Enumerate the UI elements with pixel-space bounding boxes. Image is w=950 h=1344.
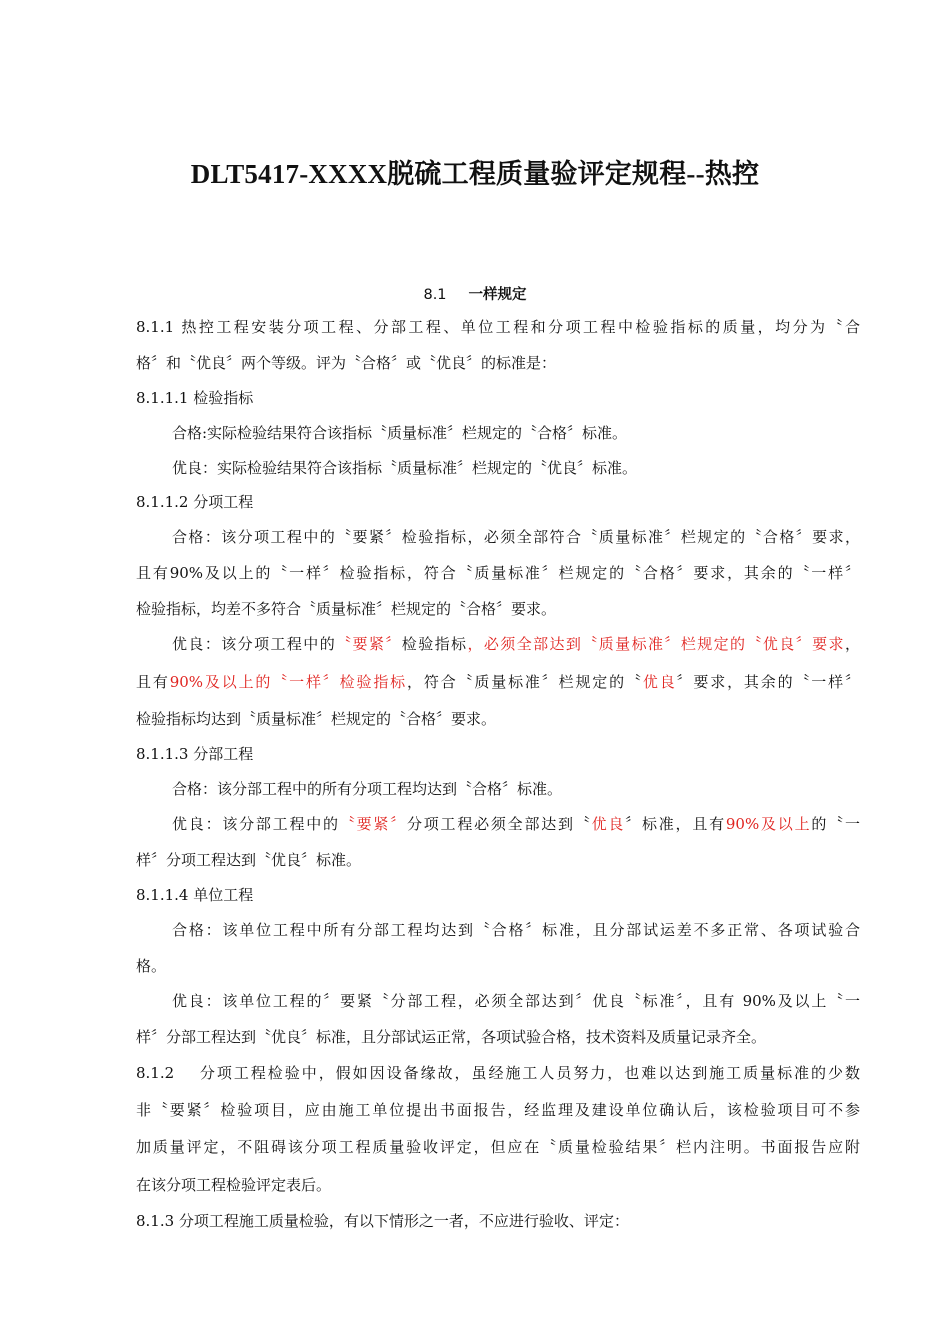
- clause-8-1-1-2-excellent-line-3: 检验指标均达到〝质量标准〞栏规定的〝合格〞要求。: [136, 710, 497, 728]
- text-run: 〞标准，且有: [625, 815, 726, 833]
- clause-8-1-1-4-heading: 8.1.1.4 单位工程: [136, 886, 254, 904]
- text-run: 分项工程必须全部达到〝: [406, 815, 592, 833]
- text-run: 优良：该分项工程中的: [172, 635, 337, 653]
- highlight-text: ，必须全部达到〝质量标准〞栏规定的〝优良〞要求: [467, 635, 845, 653]
- clause-8-1-1-1-heading: 8.1.1.1 检验指标: [136, 389, 254, 407]
- clause-8-1-1-2-qualified-line-2: 且有90%及以上的〝一样〞检验指标，符合〝质量标准〞栏规定的〝合格〞要求，其余的〝一样〞: [136, 564, 860, 582]
- clause-8-1-1-1-qualified: 合格:实际检验结果符合该指标〝质量标准〞栏规定的〝合格〞标准。: [172, 424, 628, 442]
- text-run: 〞要求，其余的〝一样〞: [676, 673, 860, 691]
- highlight-text: 优良: [642, 673, 677, 691]
- clause-8-1-1-2-qualified-line-3: 检验指标，均差不多符合〝质量标准〞栏规定的〝合格〞要求。: [136, 600, 557, 618]
- clause-8-1-1-line-1: 8.1.1 热控工程安装分项工程、分部工程、单位工程和分项工程中检验指标的质量，均分为〝合: [136, 318, 860, 336]
- text-run: 优良：该分部工程中的: [172, 815, 340, 833]
- clause-8-1-1-3-heading: 8.1.1.3 分部工程: [136, 745, 254, 763]
- section-number: 8.1: [423, 287, 447, 303]
- clause-8-1-2-line-2: 非〝要紧〞检验项目，应由施工单位提出书面报告，经监理及建设单位确认后，该检验项目可不参: [136, 1101, 860, 1119]
- clause-8-1-1-2-heading: 8.1.1.2 分项工程: [136, 493, 254, 511]
- clause-8-1-1-4-excellent-line-2: 样〞分部工程达到〝优良〞标准，且分部试运正常，各项试验合格，技术资料及质量记录齐全。: [136, 1028, 767, 1046]
- section-heading: [0, 283, 950, 304]
- highlight-text: 90%及以上的〝一样〞检验指标: [169, 673, 408, 691]
- highlight-text: 〝要紧〞: [336, 635, 402, 653]
- highlight-text: 优良: [591, 815, 626, 833]
- clause-8-1-1-1-excellent: 优良：实际检验结果符合该指标〝质量标准〞栏规定的〝优良〞标准。: [172, 459, 638, 477]
- clause-8-1-1-2-excellent-line-1: [172, 634, 860, 654]
- clause-8-1-1-2-excellent-line-2: [136, 672, 860, 692]
- text-run: 的〝一: [811, 815, 860, 833]
- text-run: 且有: [136, 673, 170, 691]
- text-run: ，: [844, 635, 860, 653]
- clause-8-1-1-4-qualified-line-1: 合格：该单位工程中所有分部工程均达到〝合格〞标准，且分部试运差不多正常、各项试验合: [172, 921, 860, 939]
- highlight-text: 90%及以上: [725, 815, 812, 833]
- section-label: 一样规定: [468, 287, 527, 303]
- clause-8-1-1-2-qualified-line-1: 合格：该分项工程中的〝要紧〞检验指标，必须全部符合〝质量标准〞栏规定的〝合格〞要求，: [172, 528, 860, 546]
- highlight-text: 〝要紧〞: [339, 815, 407, 833]
- clause-8-1-1-3-qualified: 合格：该分部工程中的所有分项工程均达到〝合格〞标准。: [172, 780, 563, 798]
- clause-8-1-1-line-2: 格〞和〝优良〞两个等级。评为〝合格〞或〝优良〞的标准是：: [136, 354, 557, 372]
- text-run: 检验指标: [401, 635, 468, 653]
- clause-8-1-1-4-excellent-line-1: 优良：该单位工程的〞要紧〝分部工程，必须全部达到〞优良〝标准〞，且有 90%及以上〝一: [172, 992, 860, 1010]
- clause-8-1-2-line-3: 加质量评定，不阻碍该分项工程质量验收评定，但应在〝质量检验结果〞栏内注明。书面报告应附: [136, 1138, 860, 1156]
- clause-8-1-2-line-4: 在该分项工程检验评定表后。: [136, 1176, 332, 1194]
- clause-8-1-3-line-1: 8.1.3 分项工程施工质量检验，有以下情形之一者，不应进行验收、评定：: [136, 1212, 629, 1230]
- document-title: DLT5417-XXXX脱硫工程质量验评定规程--热控: [190, 159, 760, 189]
- clause-8-1-2-line-1: 8.1.2 分项工程检验中，假如因设备缘故，虽经施工人员努力，也难以达到施工质量标准的少数: [136, 1064, 860, 1082]
- clause-8-1-1-4-qualified-line-2: 格。: [136, 957, 167, 975]
- text-run: ，符合〝质量标准〞栏规定的〝: [407, 673, 643, 691]
- clause-8-1-1-3-excellent-line-1: [172, 814, 860, 834]
- clause-8-1-1-3-excellent-line-2: 样〞分项工程达到〝优良〞标准。: [136, 851, 362, 869]
